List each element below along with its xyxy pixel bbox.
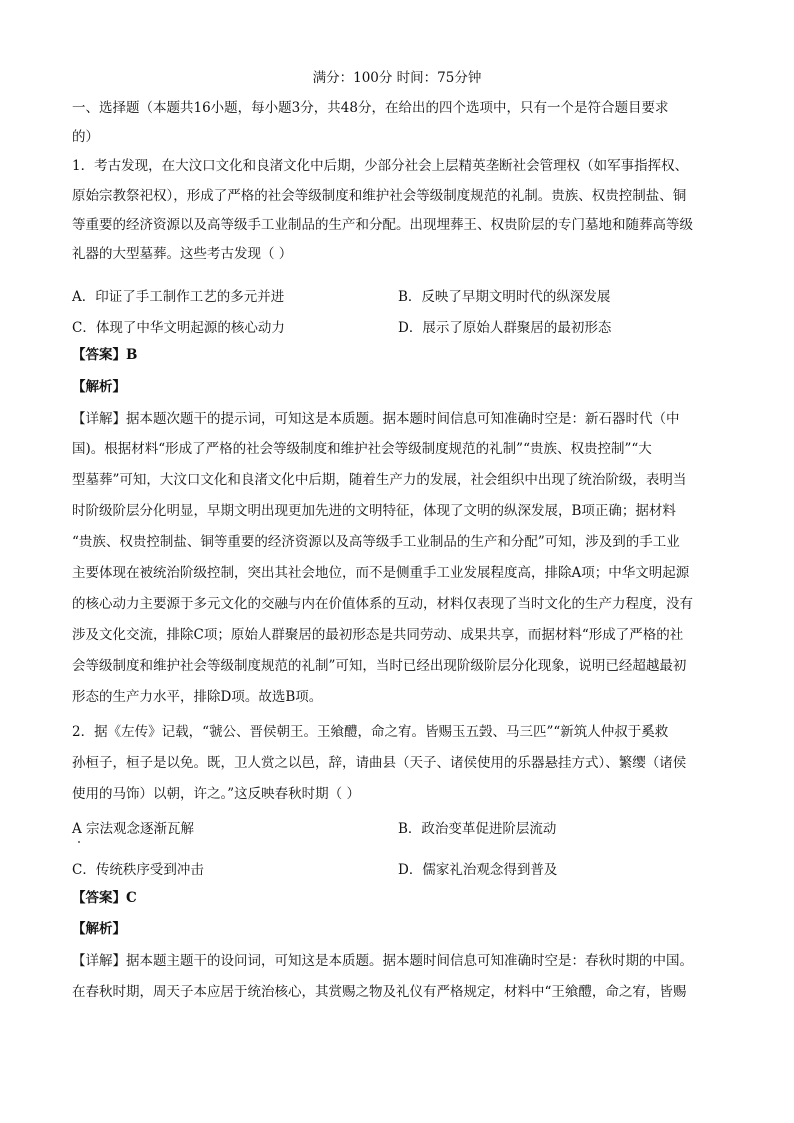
q1-detail-line: 会等级制度和维护社会等级制度规范的礼制”可知，当时已经出现阶级阶层分化现象，说明已经超越最初 — [72, 658, 687, 674]
q1-detail-line: “贵族、权贵控制盐、铜等重要的经济资源以及高等级手工业制品的生产和分配”可知，涉及到的手工业 — [72, 534, 680, 550]
q2-analysis-label: 【解析】 — [72, 921, 126, 937]
q1-option-c: C．体现了中华文明起源的核心动力 — [72, 320, 285, 336]
section-title-line-2: 的） — [72, 129, 99, 145]
q2-detail-line: 【详解】据本题主题干的设问词，可知这是本质题。据本题时间信息可知准确时空是：春秋时期的中国。 — [72, 953, 693, 969]
q1-detail-line: 【详解】据本题次题干的提示词，可知这是本质题。据本题时间信息可知准确时空是：新石器时代（中 — [72, 411, 680, 427]
q2-answer: 【答案】C — [72, 890, 137, 906]
q2-option-b: B．政治变革促进阶层流动 — [398, 821, 557, 837]
exam-header: 满分：100分 时间：75分钟 — [312, 70, 482, 86]
q1-stem-line: 原始宗教祭祀权），形成了严格的社会等级制度和维护社会等级制度规范的礼制。贵族、权贵控制盐、铜 — [72, 188, 687, 204]
q1-detail-line: 的核心动力主要源于多元文化的交融与内在价值体系的互动，材料仅表现了当时文化的生产力程度，没有 — [72, 596, 693, 612]
q1-stem-line: 礼器的大型墓葬。这些考古发现（ ） — [72, 246, 293, 262]
q1-stem-line: 1．考古发现，在大汶口文化和良渚文化中后期，少部分社会上层精英垄断社会管理权（如军事指挥权、 — [72, 158, 689, 174]
q1-detail-line: 主要体现在被统治阶级控制，突出其社会地位，而不是侧重手工业发展程度高，排除A项；中华文明起源 — [72, 565, 690, 581]
q1-option-b: B．反映了早期文明时代的纵深发展 — [398, 289, 611, 305]
q2-detail-line: 在春秋时期，周天子本应居于统治核心，其赏赐之物及礼仪有严格规定，材料中“王飨醴，命之宥，皆赐 — [72, 984, 687, 1000]
q1-detail-line: 形态的生产力水平，排除D项。故选B项。 — [72, 689, 323, 705]
q1-analysis-label: 【解析】 — [72, 379, 126, 395]
section-title-line-1: 一、选择题（本题共16小题，每小题3分，共48分，在给出的四个选项中，只有一个是符合题目要求 — [72, 100, 669, 116]
q2-option-c: C．传统秩序受到冲击 — [72, 862, 204, 878]
q2-stem-line: 孙桓子，桓子是以免。既，卫人赏之以邑，辞，请曲县（天子、诸侯使用的乐器悬挂方式）、繁缨（诸侯 — [72, 755, 687, 771]
q1-detail-line: 时阶级阶层分化明显，早期文明出现更加先进的文明特征，体现了文明的纵深发展，B项正确；据材料 — [72, 503, 676, 519]
q2-option-d: D．儒家礼治观念得到普及 — [398, 862, 558, 878]
q1-option-a: A．印证了手工制作工艺的多元并进 — [72, 289, 285, 305]
stray-dot-mark — [78, 841, 80, 843]
q2-option-a: A 宗法观念逐渐瓦解 — [72, 821, 195, 837]
q1-detail-line: 国)。根据材料“形成了严格的社会等级制度和维护社会等级制度规范的礼制”“贵族、权贵控制”“大 — [72, 441, 652, 457]
q2-stem-line: 2．据《左传》记载，“虢公、晋侯朝王。王飨醴，命之宥。皆赐玉五瑴、马三匹”“新筑人仲叔于奚救 — [72, 724, 669, 740]
q1-option-d: D．展示了原始人群聚居的最初形态 — [398, 320, 612, 336]
q1-stem-line: 等重要的经济资源以及高等级手工业制品的生产和分配。出现埋葬王、权贵阶层的专门墓地和随葬高等级 — [72, 217, 693, 233]
q1-answer: 【答案】B — [72, 347, 138, 363]
q1-detail-line: 涉及文化交流，排除C项；原始人群聚居的最初形态是共同劳动、成果共享，而据材料“形成了严格的社 — [72, 627, 684, 643]
q1-detail-line: 型墓葬”可知，大汶口文化和良渚文化中后期，随着生产力的发展，社会组织中出现了统治阶级，表明当 — [72, 472, 687, 488]
q2-stem-line: 使用的马饰）以朝，许之。”这反映春秋时期（ ） — [72, 786, 360, 802]
